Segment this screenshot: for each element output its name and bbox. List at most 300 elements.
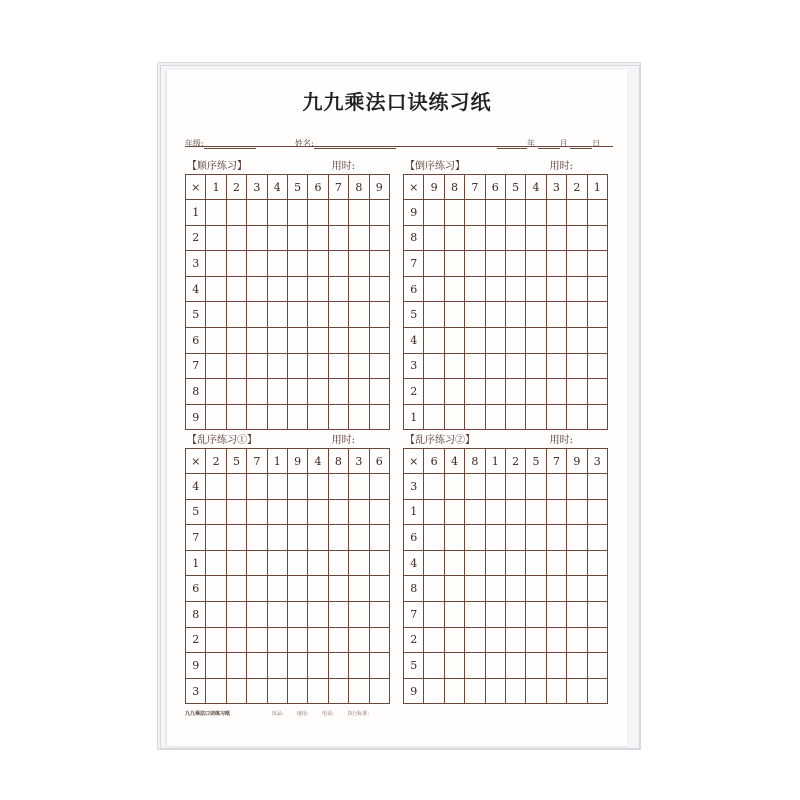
answer-cell[interactable] [328, 525, 348, 551]
answer-cell[interactable] [206, 550, 226, 576]
month-blank[interactable] [538, 140, 560, 149]
answer-cell[interactable] [546, 353, 566, 379]
answer-cell[interactable] [587, 251, 607, 277]
answer-cell[interactable] [247, 225, 267, 251]
answer-cell[interactable] [328, 327, 348, 353]
name-blank[interactable] [314, 140, 396, 149]
answer-cell[interactable] [465, 474, 485, 500]
answer-cell[interactable] [369, 601, 389, 627]
answer-cell[interactable] [587, 327, 607, 353]
answer-cell[interactable] [308, 302, 328, 328]
answer-cell[interactable] [485, 601, 505, 627]
answer-cell[interactable] [267, 601, 287, 627]
answer-cell[interactable] [308, 525, 328, 551]
answer-cell[interactable] [485, 225, 505, 251]
answer-cell[interactable] [485, 653, 505, 679]
answer-cell[interactable] [526, 678, 546, 704]
answer-cell[interactable] [226, 678, 246, 704]
answer-cell[interactable] [287, 653, 307, 679]
answer-cell[interactable] [328, 576, 348, 602]
answer-cell[interactable] [349, 601, 369, 627]
answer-cell[interactable] [567, 499, 587, 525]
answer-cell[interactable] [505, 678, 525, 704]
answer-cell[interactable] [369, 550, 389, 576]
answer-cell[interactable] [287, 474, 307, 500]
answer-cell[interactable] [465, 678, 485, 704]
answer-cell[interactable] [567, 327, 587, 353]
answer-cell[interactable] [369, 200, 389, 226]
grade-blank[interactable] [204, 140, 256, 149]
answer-cell[interactable] [526, 353, 546, 379]
answer-cell[interactable] [485, 327, 505, 353]
answer-cell[interactable] [328, 678, 348, 704]
answer-cell[interactable] [505, 327, 525, 353]
answer-cell[interactable] [247, 251, 267, 277]
answer-cell[interactable] [369, 353, 389, 379]
answer-cell[interactable] [328, 302, 348, 328]
answer-cell[interactable] [226, 276, 246, 302]
answer-cell[interactable] [206, 576, 226, 602]
answer-cell[interactable] [226, 499, 246, 525]
answer-cell[interactable] [308, 627, 328, 653]
answer-cell[interactable] [465, 627, 485, 653]
answer-cell[interactable] [267, 353, 287, 379]
answer-cell[interactable] [505, 225, 525, 251]
answer-cell[interactable] [287, 576, 307, 602]
answer-cell[interactable] [206, 404, 226, 430]
answer-cell[interactable] [526, 251, 546, 277]
answer-cell[interactable] [247, 653, 267, 679]
answer-cell[interactable] [267, 525, 287, 551]
answer-cell[interactable] [444, 499, 464, 525]
answer-cell[interactable] [567, 302, 587, 328]
answer-cell[interactable] [328, 474, 348, 500]
answer-cell[interactable] [567, 576, 587, 602]
answer-cell[interactable] [369, 653, 389, 679]
answer-cell[interactable] [328, 276, 348, 302]
answer-cell[interactable] [424, 525, 444, 551]
answer-cell[interactable] [349, 353, 369, 379]
answer-cell[interactable] [424, 474, 444, 500]
answer-cell[interactable] [587, 627, 607, 653]
answer-cell[interactable] [328, 499, 348, 525]
answer-cell[interactable] [267, 576, 287, 602]
answer-cell[interactable] [308, 653, 328, 679]
answer-cell[interactable] [587, 601, 607, 627]
answer-cell[interactable] [526, 225, 546, 251]
answer-cell[interactable] [567, 525, 587, 551]
answer-cell[interactable] [546, 379, 566, 405]
answer-cell[interactable] [444, 525, 464, 551]
answer-cell[interactable] [485, 379, 505, 405]
answer-cell[interactable] [444, 653, 464, 679]
answer-cell[interactable] [546, 276, 566, 302]
answer-cell[interactable] [328, 379, 348, 405]
answer-cell[interactable] [369, 678, 389, 704]
answer-cell[interactable] [247, 601, 267, 627]
answer-cell[interactable] [226, 379, 246, 405]
answer-cell[interactable] [526, 525, 546, 551]
answer-cell[interactable] [587, 576, 607, 602]
answer-cell[interactable] [546, 653, 566, 679]
answer-cell[interactable] [526, 627, 546, 653]
answer-cell[interactable] [424, 499, 444, 525]
answer-cell[interactable] [424, 353, 444, 379]
answer-cell[interactable] [424, 678, 444, 704]
answer-cell[interactable] [247, 379, 267, 405]
answer-cell[interactable] [308, 353, 328, 379]
answer-cell[interactable] [247, 627, 267, 653]
answer-cell[interactable] [247, 404, 267, 430]
answer-cell[interactable] [424, 653, 444, 679]
answer-cell[interactable] [465, 353, 485, 379]
answer-cell[interactable] [587, 525, 607, 551]
answer-cell[interactable] [587, 225, 607, 251]
answer-cell[interactable] [424, 550, 444, 576]
answer-cell[interactable] [267, 474, 287, 500]
answer-cell[interactable] [287, 225, 307, 251]
answer-cell[interactable] [349, 327, 369, 353]
answer-cell[interactable] [587, 302, 607, 328]
year-blank[interactable] [497, 140, 527, 149]
answer-cell[interactable] [485, 525, 505, 551]
answer-cell[interactable] [287, 404, 307, 430]
answer-cell[interactable] [526, 327, 546, 353]
answer-cell[interactable] [567, 404, 587, 430]
answer-cell[interactable] [526, 404, 546, 430]
answer-cell[interactable] [444, 474, 464, 500]
answer-cell[interactable] [369, 251, 389, 277]
answer-cell[interactable] [206, 302, 226, 328]
answer-cell[interactable] [444, 200, 464, 226]
answer-cell[interactable] [485, 200, 505, 226]
answer-cell[interactable] [587, 404, 607, 430]
answer-cell[interactable] [267, 653, 287, 679]
answer-cell[interactable] [526, 474, 546, 500]
answer-cell[interactable] [587, 474, 607, 500]
answer-cell[interactable] [369, 379, 389, 405]
answer-cell[interactable] [206, 225, 226, 251]
answer-cell[interactable] [567, 627, 587, 653]
answer-cell[interactable] [587, 678, 607, 704]
answer-cell[interactable] [505, 525, 525, 551]
answer-cell[interactable] [444, 627, 464, 653]
answer-cell[interactable] [267, 678, 287, 704]
answer-cell[interactable] [526, 653, 546, 679]
answer-cell[interactable] [369, 499, 389, 525]
answer-cell[interactable] [567, 353, 587, 379]
answer-cell[interactable] [505, 474, 525, 500]
answer-cell[interactable] [465, 653, 485, 679]
answer-cell[interactable] [587, 276, 607, 302]
answer-cell[interactable] [444, 678, 464, 704]
answer-cell[interactable] [369, 225, 389, 251]
answer-cell[interactable] [546, 474, 566, 500]
answer-cell[interactable] [328, 225, 348, 251]
answer-cell[interactable] [526, 499, 546, 525]
answer-cell[interactable] [267, 276, 287, 302]
answer-cell[interactable] [226, 576, 246, 602]
answer-cell[interactable] [567, 601, 587, 627]
answer-cell[interactable] [349, 302, 369, 328]
answer-cell[interactable] [369, 302, 389, 328]
answer-cell[interactable] [349, 653, 369, 679]
answer-cell[interactable] [369, 404, 389, 430]
answer-cell[interactable] [206, 251, 226, 277]
answer-cell[interactable] [567, 251, 587, 277]
answer-cell[interactable] [226, 353, 246, 379]
answer-cell[interactable] [485, 474, 505, 500]
answer-cell[interactable] [349, 379, 369, 405]
answer-cell[interactable] [444, 327, 464, 353]
answer-cell[interactable] [287, 302, 307, 328]
answer-cell[interactable] [546, 627, 566, 653]
answer-cell[interactable] [226, 404, 246, 430]
answer-cell[interactable] [465, 276, 485, 302]
day-blank[interactable] [570, 140, 592, 149]
answer-cell[interactable] [287, 550, 307, 576]
answer-cell[interactable] [465, 404, 485, 430]
answer-cell[interactable] [308, 276, 328, 302]
answer-cell[interactable] [587, 499, 607, 525]
answer-cell[interactable] [485, 499, 505, 525]
answer-cell[interactable] [587, 379, 607, 405]
answer-cell[interactable] [226, 474, 246, 500]
answer-cell[interactable] [247, 276, 267, 302]
answer-cell[interactable] [526, 550, 546, 576]
answer-cell[interactable] [424, 601, 444, 627]
answer-cell[interactable] [465, 499, 485, 525]
answer-cell[interactable] [369, 474, 389, 500]
answer-cell[interactable] [485, 353, 505, 379]
answer-cell[interactable] [267, 200, 287, 226]
answer-cell[interactable] [505, 404, 525, 430]
answer-cell[interactable] [546, 251, 566, 277]
answer-cell[interactable] [206, 474, 226, 500]
answer-cell[interactable] [526, 576, 546, 602]
answer-cell[interactable] [206, 200, 226, 226]
answer-cell[interactable] [226, 601, 246, 627]
answer-cell[interactable] [226, 251, 246, 277]
answer-cell[interactable] [349, 576, 369, 602]
answer-cell[interactable] [328, 404, 348, 430]
answer-cell[interactable] [465, 225, 485, 251]
answer-cell[interactable] [287, 379, 307, 405]
answer-cell[interactable] [206, 653, 226, 679]
answer-cell[interactable] [444, 276, 464, 302]
answer-cell[interactable] [206, 678, 226, 704]
answer-cell[interactable] [287, 525, 307, 551]
answer-cell[interactable] [505, 251, 525, 277]
answer-cell[interactable] [587, 550, 607, 576]
answer-cell[interactable] [349, 200, 369, 226]
answer-cell[interactable] [267, 327, 287, 353]
answer-cell[interactable] [444, 550, 464, 576]
answer-cell[interactable] [505, 353, 525, 379]
answer-cell[interactable] [485, 251, 505, 277]
answer-cell[interactable] [328, 601, 348, 627]
answer-cell[interactable] [465, 576, 485, 602]
answer-cell[interactable] [226, 200, 246, 226]
answer-cell[interactable] [546, 576, 566, 602]
answer-cell[interactable] [206, 601, 226, 627]
answer-cell[interactable] [349, 678, 369, 704]
answer-cell[interactable] [369, 525, 389, 551]
answer-cell[interactable] [424, 379, 444, 405]
answer-cell[interactable] [369, 627, 389, 653]
answer-cell[interactable] [587, 353, 607, 379]
answer-cell[interactable] [349, 251, 369, 277]
answer-cell[interactable] [424, 404, 444, 430]
answer-cell[interactable] [505, 550, 525, 576]
answer-cell[interactable] [287, 276, 307, 302]
answer-cell[interactable] [349, 225, 369, 251]
answer-cell[interactable] [308, 576, 328, 602]
answer-cell[interactable] [267, 251, 287, 277]
answer-cell[interactable] [424, 276, 444, 302]
answer-cell[interactable] [526, 276, 546, 302]
answer-cell[interactable] [247, 576, 267, 602]
answer-cell[interactable] [444, 404, 464, 430]
answer-cell[interactable] [505, 499, 525, 525]
answer-cell[interactable] [424, 251, 444, 277]
answer-cell[interactable] [328, 627, 348, 653]
answer-cell[interactable] [587, 653, 607, 679]
answer-cell[interactable] [546, 200, 566, 226]
answer-cell[interactable] [505, 653, 525, 679]
answer-cell[interactable] [308, 601, 328, 627]
answer-cell[interactable] [349, 525, 369, 551]
answer-cell[interactable] [424, 576, 444, 602]
answer-cell[interactable] [546, 302, 566, 328]
answer-cell[interactable] [287, 627, 307, 653]
answer-cell[interactable] [485, 550, 505, 576]
answer-cell[interactable] [505, 302, 525, 328]
answer-cell[interactable] [349, 276, 369, 302]
answer-cell[interactable] [308, 499, 328, 525]
answer-cell[interactable] [567, 379, 587, 405]
answer-cell[interactable] [444, 302, 464, 328]
answer-cell[interactable] [287, 251, 307, 277]
answer-cell[interactable] [308, 678, 328, 704]
answer-cell[interactable] [424, 302, 444, 328]
answer-cell[interactable] [444, 251, 464, 277]
answer-cell[interactable] [308, 251, 328, 277]
answer-cell[interactable] [505, 276, 525, 302]
answer-cell[interactable] [287, 200, 307, 226]
answer-cell[interactable] [247, 550, 267, 576]
answer-cell[interactable] [444, 576, 464, 602]
answer-cell[interactable] [226, 525, 246, 551]
answer-cell[interactable] [308, 327, 328, 353]
answer-cell[interactable] [267, 225, 287, 251]
answer-cell[interactable] [546, 499, 566, 525]
answer-cell[interactable] [505, 576, 525, 602]
answer-cell[interactable] [546, 404, 566, 430]
answer-cell[interactable] [465, 251, 485, 277]
answer-cell[interactable] [567, 678, 587, 704]
answer-cell[interactable] [444, 225, 464, 251]
answer-cell[interactable] [485, 627, 505, 653]
answer-cell[interactable] [465, 550, 485, 576]
answer-cell[interactable] [444, 379, 464, 405]
answer-cell[interactable] [526, 379, 546, 405]
answer-cell[interactable] [485, 678, 505, 704]
answer-cell[interactable] [444, 353, 464, 379]
answer-cell[interactable] [424, 627, 444, 653]
answer-cell[interactable] [308, 550, 328, 576]
answer-cell[interactable] [226, 550, 246, 576]
answer-cell[interactable] [226, 627, 246, 653]
answer-cell[interactable] [206, 525, 226, 551]
answer-cell[interactable] [567, 653, 587, 679]
answer-cell[interactable] [328, 251, 348, 277]
answer-cell[interactable] [444, 601, 464, 627]
answer-cell[interactable] [308, 200, 328, 226]
answer-cell[interactable] [267, 550, 287, 576]
answer-cell[interactable] [587, 200, 607, 226]
answer-cell[interactable] [328, 353, 348, 379]
answer-cell[interactable] [247, 302, 267, 328]
answer-cell[interactable] [465, 327, 485, 353]
answer-cell[interactable] [546, 601, 566, 627]
answer-cell[interactable] [267, 627, 287, 653]
answer-cell[interactable] [546, 327, 566, 353]
answer-cell[interactable] [526, 302, 546, 328]
answer-cell[interactable] [465, 525, 485, 551]
answer-cell[interactable] [267, 404, 287, 430]
answer-cell[interactable] [308, 379, 328, 405]
answer-cell[interactable] [206, 627, 226, 653]
answer-cell[interactable] [287, 678, 307, 704]
answer-cell[interactable] [369, 327, 389, 353]
answer-cell[interactable] [206, 499, 226, 525]
answer-cell[interactable] [267, 499, 287, 525]
answer-cell[interactable] [485, 404, 505, 430]
answer-cell[interactable] [505, 379, 525, 405]
answer-cell[interactable] [226, 653, 246, 679]
answer-cell[interactable] [206, 327, 226, 353]
answer-cell[interactable] [546, 550, 566, 576]
answer-cell[interactable] [505, 627, 525, 653]
answer-cell[interactable] [505, 200, 525, 226]
answer-cell[interactable] [287, 327, 307, 353]
answer-cell[interactable] [308, 404, 328, 430]
answer-cell[interactable] [308, 225, 328, 251]
answer-cell[interactable] [485, 302, 505, 328]
answer-cell[interactable] [206, 353, 226, 379]
answer-cell[interactable] [567, 200, 587, 226]
answer-cell[interactable] [349, 627, 369, 653]
answer-cell[interactable] [505, 601, 525, 627]
answer-cell[interactable] [465, 302, 485, 328]
answer-cell[interactable] [308, 474, 328, 500]
answer-cell[interactable] [328, 653, 348, 679]
answer-cell[interactable] [226, 302, 246, 328]
answer-cell[interactable] [465, 379, 485, 405]
answer-cell[interactable] [567, 225, 587, 251]
answer-cell[interactable] [349, 474, 369, 500]
answer-cell[interactable] [465, 601, 485, 627]
answer-cell[interactable] [546, 525, 566, 551]
answer-cell[interactable] [567, 276, 587, 302]
answer-cell[interactable] [485, 576, 505, 602]
answer-cell[interactable] [526, 200, 546, 226]
answer-cell[interactable] [267, 379, 287, 405]
answer-cell[interactable] [567, 474, 587, 500]
answer-cell[interactable] [206, 379, 226, 405]
answer-cell[interactable] [369, 276, 389, 302]
